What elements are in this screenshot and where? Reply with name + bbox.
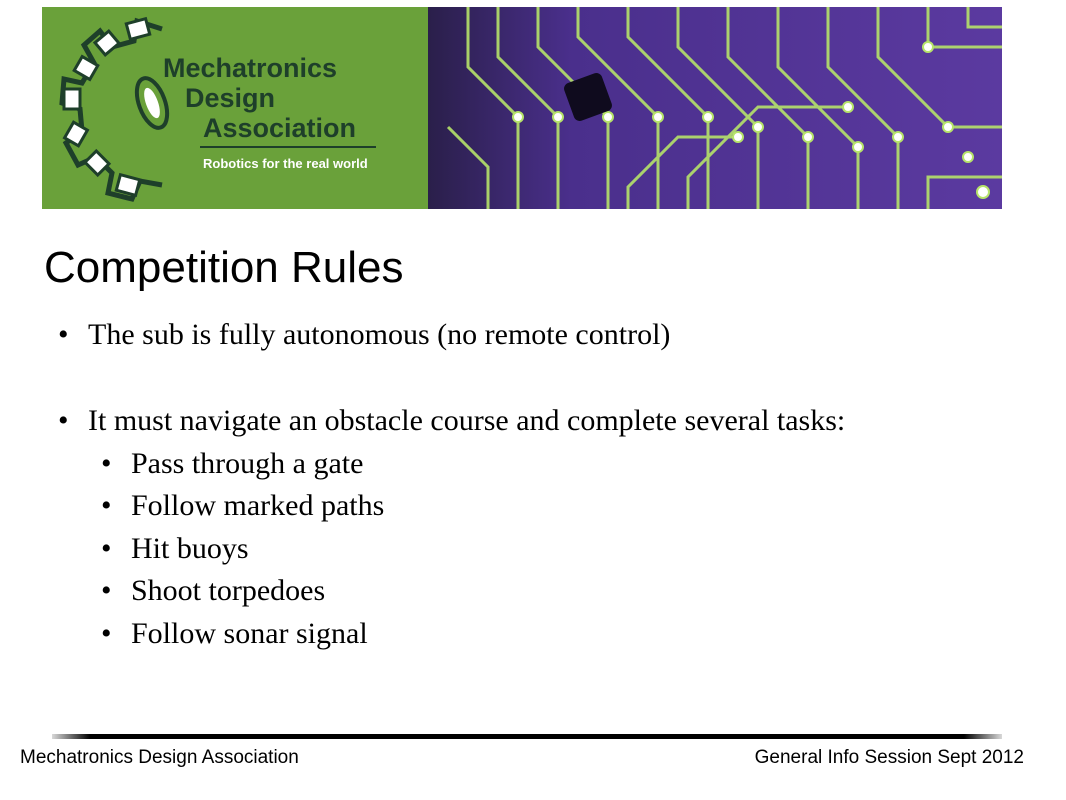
footer-divider — [52, 734, 1002, 739]
bullet-marker: • — [101, 574, 112, 607]
circuit-board-image — [428, 7, 1002, 209]
sub-bullet-item — [101, 617, 368, 651]
logo-text — [163, 53, 356, 143]
sub-bullet-text: Shoot torpedoes — [131, 574, 326, 607]
bullet-marker: • — [101, 532, 112, 565]
sub-bullet-text: Follow marked paths — [131, 489, 385, 522]
bullet-marker: • — [101, 489, 112, 522]
bullet-text: It must navigate an obstacle course and complete several tasks: — [88, 404, 846, 437]
bullet-marker: • — [101, 617, 112, 650]
sub-bullet-text: Hit buoys — [131, 532, 249, 565]
bullet-marker: • — [58, 404, 69, 437]
sub-bullet-text: Follow sonar signal — [131, 617, 368, 650]
logo-tagline: Robotics for the real world — [203, 156, 368, 171]
bullet-text: The sub is fully autonomous (no remote control) — [88, 318, 671, 351]
sub-bullet-item — [101, 574, 325, 608]
logo-line-1: Mechatronics — [163, 53, 338, 83]
tagline-divider — [200, 146, 376, 148]
logo-panel — [42, 7, 428, 209]
bullet-marker: • — [58, 318, 69, 351]
bullet-item — [58, 318, 670, 352]
sub-bullet-text: Pass through a gate — [131, 447, 364, 480]
logo-line-2: Design — [185, 83, 276, 113]
sub-bullet-item — [101, 447, 363, 481]
bullet-item — [58, 404, 845, 438]
footer-left-text: Mechatronics Design Association — [20, 747, 299, 768]
bullet-marker: • — [101, 447, 112, 480]
slide-title: Competition Rules — [44, 243, 404, 292]
footer-right-text: General Info Session Sept 2012 — [754, 747, 1024, 768]
logo-line-3: Association — [203, 113, 357, 143]
header-banner — [42, 7, 1002, 209]
sub-bullet-item — [101, 489, 384, 523]
sub-bullet-item — [101, 532, 249, 566]
